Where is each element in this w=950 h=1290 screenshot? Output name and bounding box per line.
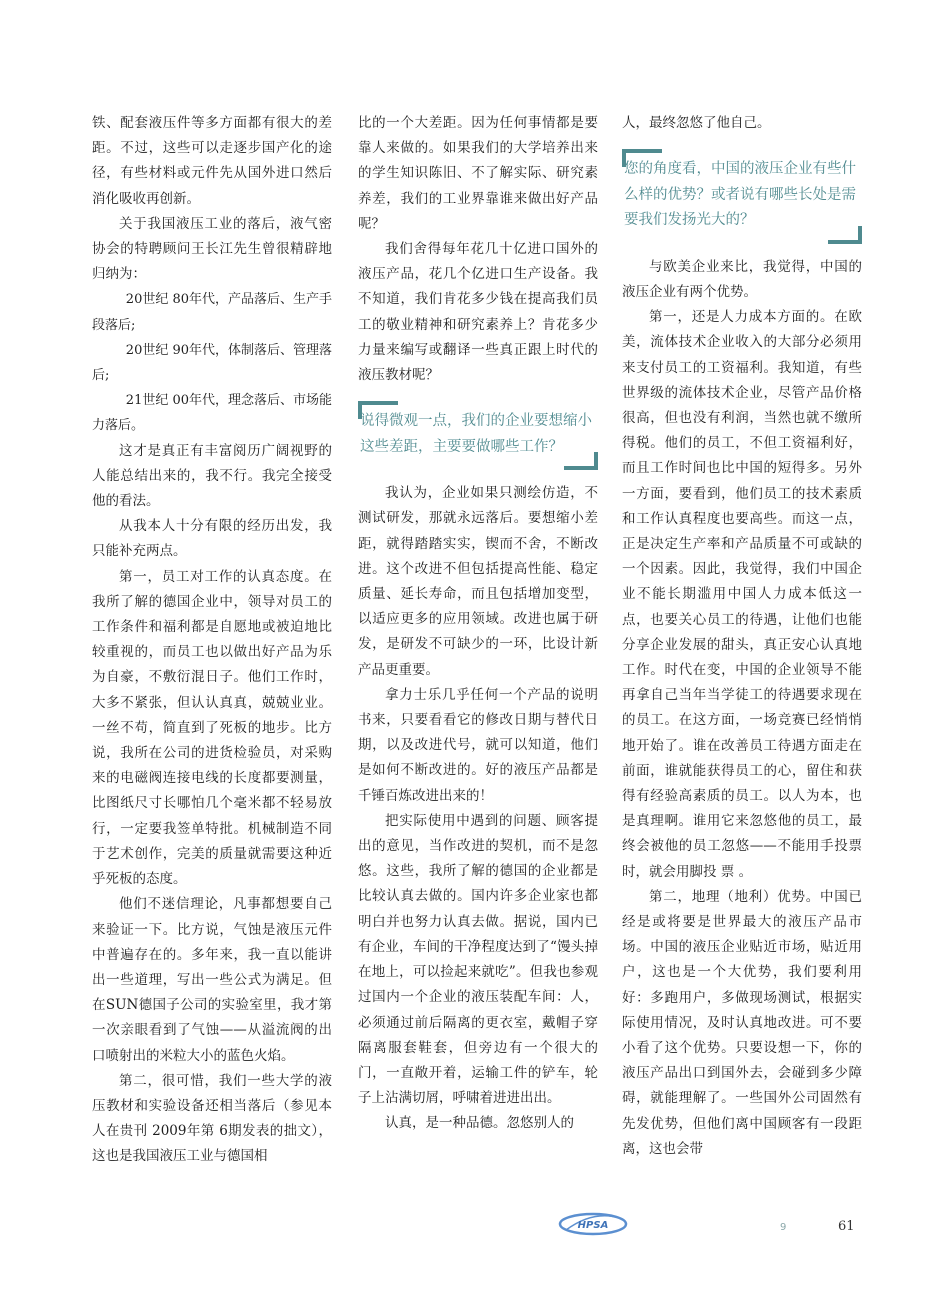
paragraph: 认真，是一种品德。忽悠别人的 bbox=[385, 1115, 574, 1132]
question-text: 您的角度看，中国的液压企业有些什么样的优势？或者说有哪些长处是需要我们发扬光大的？ bbox=[624, 161, 856, 229]
issue-number: 9 bbox=[780, 1222, 787, 1233]
bracket-corner-bottom-right bbox=[564, 452, 598, 470]
paragraph: 这才是真正有丰富阅历广阔视野的人能总结出来的，我不行。我完全接受他的看法。 bbox=[92, 442, 332, 510]
bracket-corner-top-left bbox=[358, 401, 398, 419]
logo-text: HPSA bbox=[577, 1220, 609, 1231]
quote-line: 21世纪 00年代，理念落后、市场能力落后。 bbox=[92, 393, 333, 434]
text-column-1 bbox=[92, 111, 332, 1170]
paragraph: 比的一个大差距。因为任何事情都是要靠人来做的。如果我们的大学培养出来的学生知识陈旧、不了解实际、研究素养差，我们的工业界靠谁来做出好产品呢？ bbox=[358, 115, 598, 232]
interview-question bbox=[622, 149, 862, 244]
paragraph: 从我本人十分有限的经历出发，我只能补充两点。 bbox=[92, 518, 332, 560]
text-column-3 bbox=[622, 111, 862, 1162]
hpsa-logo bbox=[558, 1212, 628, 1236]
paragraph: 我们舍得每年花几十亿进口国外的液压产品，花几个亿进口生产设备。我不知道，我们肯花多少钱在提高我们员工的敬业精神和研究素养上？肯花多少力量来编写或翻译一些真正跟上时代的液压教材呢？ bbox=[358, 241, 598, 384]
paragraph: 把实际使用中遇到的问题、顾客提出的意见，当作改进的契机，而不是忽悠。这些，我所了解的德国的企业都是比较认真去做的。国内许多企业家也都明白并也努力认真去做。据说，国内已有企业，车间的干净程度达到了“馒头掉在地上，可以捡起来就吃”。但我也参观过国内一个企业的液压装配车间：人，必须通过前后隔离的更衣室，戴帽子穿隔离服套鞋套，但旁边有一个很大的门，一直敞开着，运输工件的铲车，轮子上沾满切屑，呼啸着进进出出。 bbox=[358, 812, 598, 1107]
bracket-corner-bottom-right bbox=[828, 226, 862, 244]
paragraph: 第二，很可惜，我们一些大学的液压教材和实验设备还相当落后（参见本人在贵刊 2009年第 6期发表的拙文），这也是我国液压工业与德国相 bbox=[92, 1072, 332, 1165]
paragraph: 他们不迷信理论，凡事都想要自己来验证一下。比方说，气蚀是液压元件中普遍存在的。多年来，我一直以能讲出一些道理，写出一些公式为满足。但在SUN德国子公司的实验室里，我才第一次亲眼看到了气蚀——从溢流阀的出口喷射出的米粒大小的蓝色火焰。 bbox=[92, 896, 332, 1064]
bracket-corner-top-left bbox=[622, 149, 662, 167]
paragraph: 第二，地理（地利）优势。中国已经是或将要是世界最大的液压产品市场。中国的液压企业贴近市场，贴近用户，这也是一个大优势，我们要利用好：多跑用户，多做现场测试，根据实际使用情况，及时认真地改进。可不要小看了这个优势。只要设想一下，你的液压产品出口到国外去，会碰到多少障碍，就能理解了。一些国外公司固然有先发优势，但他们离中国顾客有一段距离，这也会带 bbox=[622, 888, 862, 1157]
paragraph: 第一，还是人力成本方面的。在欧美，流体技术企业收入的大部分必须用来支付员工的工资福利。我知道，有些世界级的流体技术企业，尽管产品价格很高，但也没有利润，当然也就不缴所得税。他们的员工，不但工资福利好，而且工作时间也比中国的短得多。另外一方面，要看到，他们员工的技术素质和工作认真程度也要高些。而这一点，正是决定生产率和产品质量不可或缺的一个因素。因此，我觉得，我们中国企业不能长期滥用中国人力成本低这一点，也要关心员工的待遇，让他们也能分享企业发展的甜头，真正安心认真地工作。时代在变，中国的企业领导不能再拿自己当年当学徒工的待遇要求现在的员工。在这方面，一场竞赛已经悄悄地开始了。谁在改善员工待遇方面走在前面，谁就能获得员工的心，留住和获得有经验高素质的员工。以人为本，也是真理啊。谁用它来忽悠他的员工，最终会被他的员工忽悠——不能用手投票时，就会用脚投 票 。 bbox=[622, 309, 862, 880]
paragraph: 拿力士乐几乎任何一个产品的说明书来，只要看看它的修改日期与替代日期，以及改进代号，就可以知道，他们是如何不断改进的。好的液压产品都是千锤百炼改进出来的！ bbox=[358, 686, 598, 804]
text-column-2 bbox=[358, 111, 598, 1137]
paragraph: 关于我国液压工业的落后，液气密协会的特聘顾问王长江先生曾很精辟地归纳为： bbox=[92, 215, 332, 283]
question-text: 说得微观一点，我们的企业要想缩小这些差距，主要要做哪些工作？ bbox=[360, 413, 592, 455]
paragraph: 我认为，企业如果只测绘仿造，不测试研发，那就永远落后。要想缩小差距，就得踏踏实实，锲而不舍，不断改进。这个改进不但包括提高性能、稳定质量、延长寿命，而且包括增加变型，以适应更多的应用领域。改进也属于研发，是研发不可缺少的一环，比设计新产品更重要。 bbox=[358, 485, 598, 678]
page-number: 61 bbox=[838, 1219, 855, 1234]
paragraph: 第一，员工对工作的认真态度。在我所了解的德国企业中，领导对员工的工作条件和福利都是自愿地或被迫地比较重视的，而员工也以做出好产品为乐为自豪，不敷衍混日子。他们工作时，大多不紧张，但认认真真，兢兢业业。一丝不苟，简直到了死板的地步。比方说，我所在公司的进货检验员，对采购来的电磁阀连接电线的长度都要测量，比图纸尺寸长哪怕几个毫米都不轻易放行，一定要我签单特批。机械制造不同于艺术创作，完美的质量就需要这种近乎死板的态度。 bbox=[92, 568, 332, 888]
paragraph: 与欧美企业来比，我觉得，中国的液压企业有两个优势。 bbox=[622, 258, 862, 300]
interview-question bbox=[358, 401, 598, 470]
quote-line: 20世纪 80年代，产品落后、生产手段落后; bbox=[92, 292, 333, 333]
paragraph: 人，最终忽悠了他自己。 bbox=[622, 115, 771, 131]
quote-line: 20世纪 90年代，体制落后、管理落后; bbox=[92, 342, 333, 384]
paragraph: 铁、配套液压件等多方面都有很大的差距。不过，这些可以走逐步国产化的途径，有些材料或元件先从国外进口然后消化吸收再创新。 bbox=[92, 115, 332, 207]
